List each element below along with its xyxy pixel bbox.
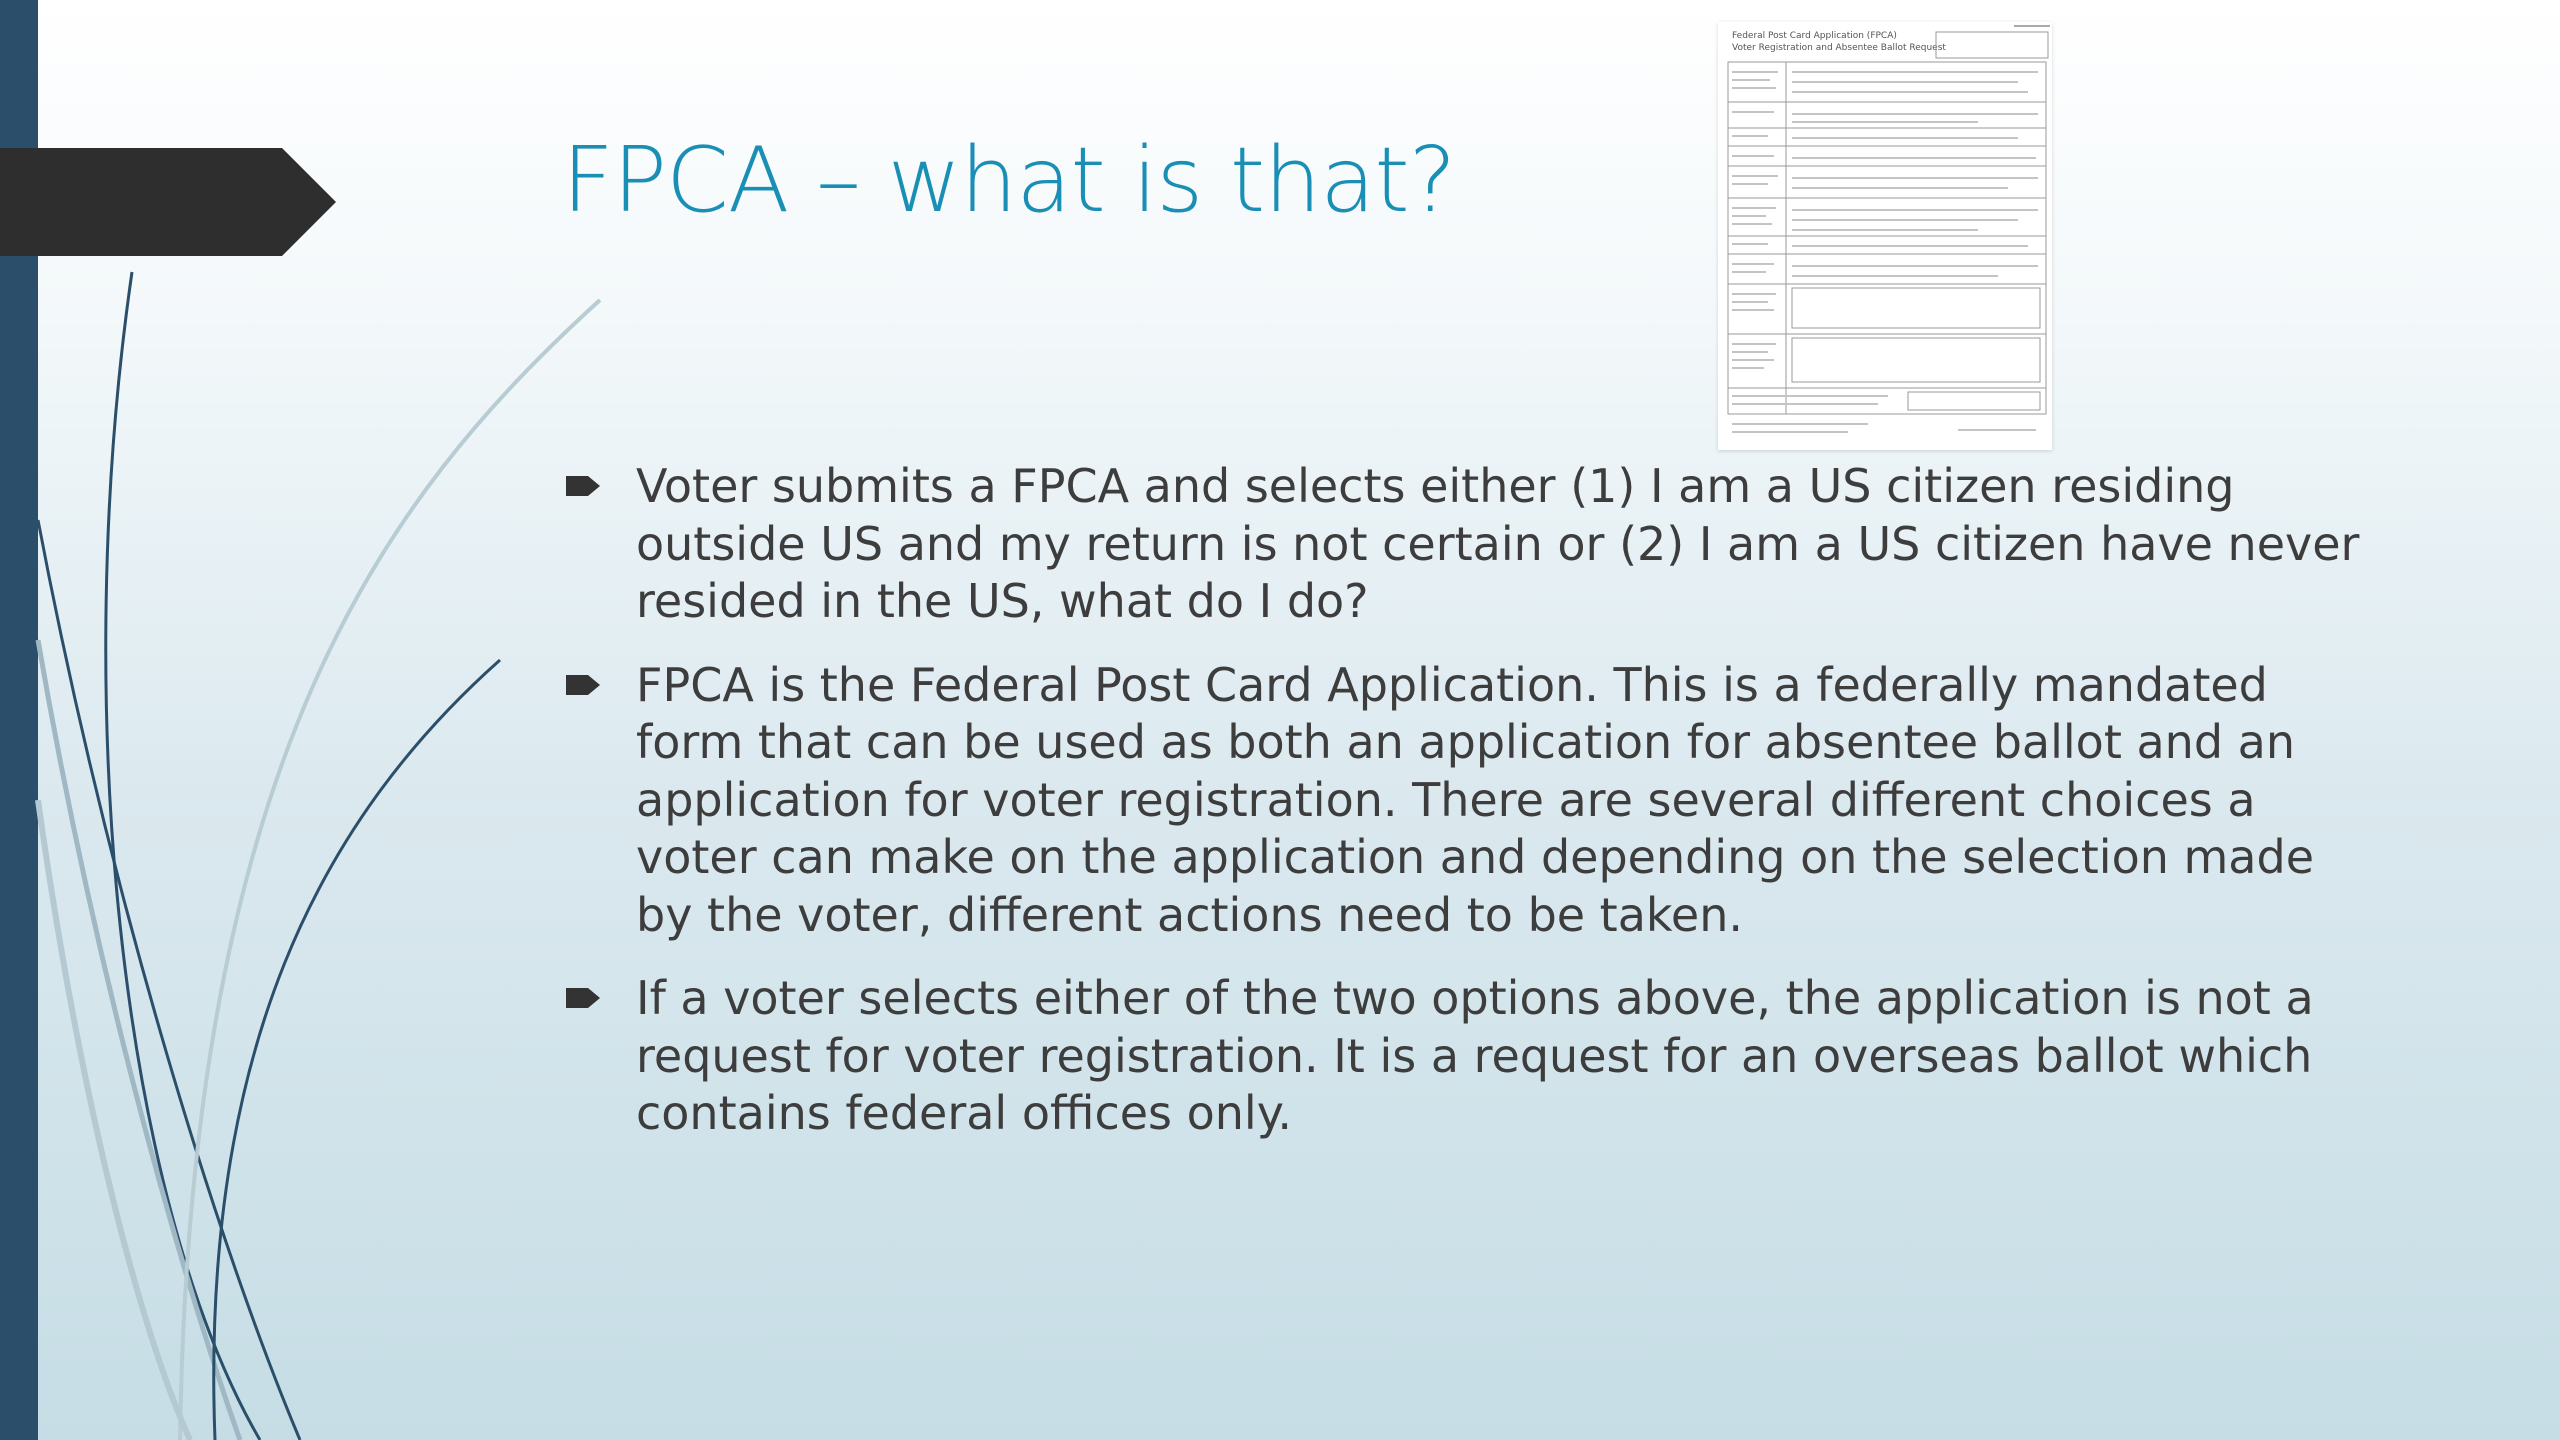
form-heading-line-2: Voter Registration and Absentee Ballot Request — [1732, 43, 1946, 53]
title-arrow-tab — [0, 148, 336, 256]
bullet-text: FPCA is the Federal Post Card Application. This is a federally mandated form that can be used as both an application for absentee ballot and an application for voter registration. There are several different choices a voter can make on the application and depending on the selection made by the voter, different actions need to be taken. — [636, 657, 2314, 942]
bullet-list — [562, 458, 2382, 1169]
fpca-form-image — [1718, 22, 2052, 450]
arrow-bullet-icon — [566, 985, 602, 1011]
bullet-item — [562, 458, 2382, 631]
arrow-bullet-icon — [566, 672, 602, 698]
bullet-text: Voter submits a FPCA and selects either (1) I am a US citizen residing outside US and my return is not certain or (2) I am a US citizen have never resided in the US, what do I do? — [636, 459, 2360, 628]
form-heading-line-1: Federal Post Card Application (FPCA) — [1732, 31, 1897, 41]
bullet-item — [562, 970, 2382, 1143]
bullet-text: If a voter selects either of the two options above, the application is not a request for voter registration. It is a request for an overseas ballot which contains federal offices only. — [636, 971, 2314, 1140]
bullet-item — [562, 657, 2382, 945]
slide-title: FPCA – what is that? — [562, 128, 1456, 233]
arrow-bullet-icon — [566, 473, 602, 499]
